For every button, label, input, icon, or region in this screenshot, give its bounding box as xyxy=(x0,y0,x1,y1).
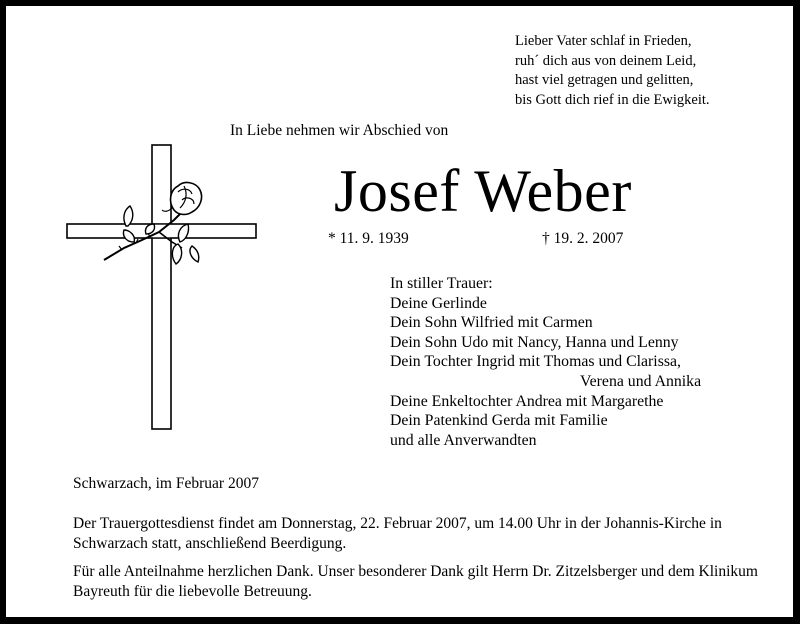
poem-line: hast viel getragen und gelitten, xyxy=(515,72,694,88)
mourner-line: Dein Patenkind Gerda mit Familie xyxy=(390,412,608,430)
mourner-line: und alle Anverwandten xyxy=(390,431,537,449)
deceased-name: Josef Weber xyxy=(334,158,632,224)
service-info: Der Trauergottesdienst findet am Donnerstag, 22. Februar 2007, um 14.00 Uhr in der Johannis-Kirche in Schwarzach statt, anschließend Beerdigung. xyxy=(73,515,722,552)
mourner-line: Verena und Annika xyxy=(580,372,702,390)
mourners-list xyxy=(390,274,701,450)
mourner-line: Deine Enkeltochter Andrea mit Margarethe xyxy=(390,392,664,410)
mourner-line: Deine Gerlinde xyxy=(390,294,487,312)
mourner-line: Dein Sohn Udo mit Nancy, Hanna und Lenny xyxy=(390,333,679,351)
memorial-poem xyxy=(515,32,710,110)
birth-date: * 11. 9. 1939 xyxy=(328,230,409,247)
cross-with-rose-icon xyxy=(64,142,264,438)
thanks-note: Für alle Anteilnahme herzlichen Dank. Unser besonderer Dank gilt Herrn Dr. Zitzelsberger und dem Klinikum Bayreuth für die liebevolle Betreuung. xyxy=(73,563,758,600)
poem-line: ruh´ dich aus von deinem Leid, xyxy=(515,52,697,69)
death-date: † 19. 2. 2007 xyxy=(542,230,624,247)
farewell-intro: In Liebe nehmen wir Abschied von xyxy=(230,122,449,139)
place-date: Schwarzach, im Februar 2007 xyxy=(73,475,259,492)
mourner-line: Dein Sohn Wilfried mit Carmen xyxy=(390,314,593,332)
obituary-notice xyxy=(6,6,793,617)
poem-line: Lieber Vater schlaf in Frieden, xyxy=(515,33,692,49)
mourners-heading: In stiller Trauer: xyxy=(390,275,493,292)
poem-line: bis Gott dich rief in die Ewigkeit. xyxy=(515,91,710,108)
mourner-line: Dein Tochter Ingrid mit Thomas und Clarissa, xyxy=(390,353,681,371)
